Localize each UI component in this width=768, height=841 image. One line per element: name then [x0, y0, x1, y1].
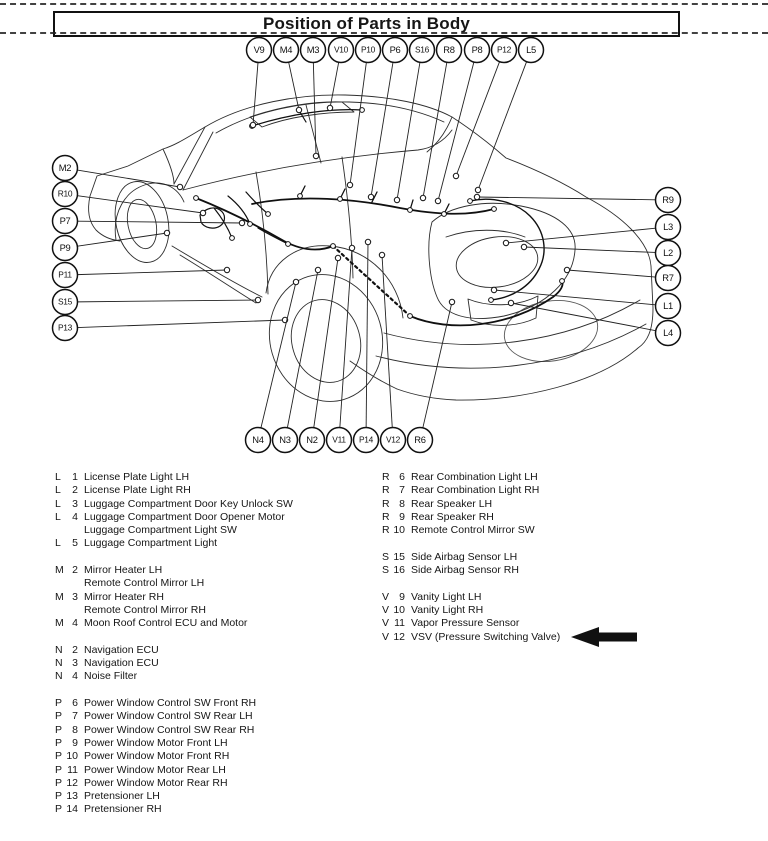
part-code-number: 3	[72, 590, 78, 603]
part-code-letter: P	[55, 763, 63, 776]
part-code-number: 6	[399, 471, 405, 483]
part-code-letter: M	[55, 564, 64, 577]
legend-row	[55, 498, 293, 511]
part-name: License Plate Light RH	[84, 484, 191, 497]
part-location-marker	[250, 122, 255, 127]
legend-row	[55, 803, 293, 816]
callout-s16	[394, 38, 434, 203]
part-code-number: 11	[394, 617, 405, 630]
part-code-number: 1	[72, 471, 78, 483]
part-location-marker	[177, 184, 182, 189]
legend-column-left	[55, 471, 293, 830]
part-name: Luggage Compartment Door Opener Motor	[84, 510, 285, 523]
legend-row	[382, 604, 639, 617]
legend-row	[55, 537, 293, 550]
part-name: Rear Combination Light LH	[411, 471, 538, 483]
legend-group	[382, 471, 639, 537]
part-code-number: 5	[72, 537, 78, 550]
part-code-letter: M	[55, 590, 64, 603]
callout-p7	[53, 209, 245, 234]
car-body-art	[89, 95, 653, 415]
part-location-marker	[200, 210, 205, 215]
part-code-letter: R	[382, 497, 390, 510]
part-location-marker	[474, 194, 479, 199]
part-code-letter: L	[55, 497, 61, 510]
callout-label: L1	[663, 299, 673, 311]
part-name: Remote Control Mirror RH	[84, 603, 206, 616]
part-name: Remote Control Mirror LH	[84, 577, 205, 590]
part-code-letter: R	[382, 524, 390, 537]
legend-group	[55, 697, 293, 817]
part-code-number: 14	[66, 803, 78, 816]
part-code-number: 12	[66, 776, 78, 789]
legend-row	[382, 484, 639, 497]
callout-label: P10	[360, 44, 376, 55]
part-name: Rear Combination Light RH	[411, 484, 540, 497]
callout-label: V9	[253, 43, 265, 55]
part-code-number: 3	[72, 657, 78, 670]
part-code-letter: P	[55, 697, 63, 710]
callout-label: L5	[526, 43, 536, 55]
part-code-letter: P	[55, 790, 63, 803]
callout-label: M4	[279, 43, 293, 55]
legend-row	[382, 471, 639, 484]
part-location-marker	[564, 267, 569, 272]
part-code-letter: V	[382, 590, 390, 603]
part-location-marker	[164, 230, 169, 235]
callout-label: L4	[663, 326, 673, 338]
legend-row	[55, 511, 293, 524]
part-code-number: 11	[67, 763, 78, 776]
callout-label: P12	[496, 44, 512, 55]
part-code-number: 8	[72, 723, 78, 736]
legend-row	[55, 617, 293, 630]
part-location-marker	[508, 300, 513, 305]
part-location-marker	[521, 244, 526, 249]
part-code-number: 10	[66, 750, 78, 763]
callout-label: P14	[358, 434, 374, 445]
part-name: Navigation ECU	[84, 643, 159, 656]
part-code-number: 8	[399, 497, 405, 510]
callout-p13	[53, 316, 288, 341]
part-name: Power Window Motor Rear LH	[84, 763, 226, 776]
part-location-marker	[239, 220, 244, 225]
part-location-marker	[368, 194, 373, 199]
legend-row	[55, 484, 293, 497]
callout-label: R7	[662, 271, 674, 283]
part-location-marker	[365, 239, 370, 244]
callout-label: V10	[333, 44, 349, 55]
part-code-number: 6	[72, 697, 78, 710]
part-code-number: 15	[393, 550, 405, 563]
part-code-letter: P	[55, 736, 63, 749]
legend-row	[55, 577, 293, 590]
part-code-letter: N	[55, 670, 63, 683]
callout-label: R9	[662, 193, 674, 205]
part-code-letter: R	[382, 484, 390, 497]
part-code-number: 12	[393, 630, 405, 643]
part-name: Power Window Motor Front RH	[84, 750, 230, 763]
left-arrow-icon	[569, 626, 639, 648]
part-location-marker	[503, 240, 508, 245]
callout-label: R8	[443, 43, 455, 55]
legend-row	[55, 710, 293, 723]
part-name: Power Window Control SW Rear LH	[84, 710, 253, 723]
part-code-number: 9	[399, 590, 405, 603]
callout-p11	[53, 263, 230, 288]
part-location-marker	[335, 255, 340, 260]
part-code-letter: S	[382, 564, 390, 577]
part-location-marker	[315, 267, 320, 272]
part-location-marker	[379, 252, 384, 257]
part-location-marker	[453, 173, 458, 178]
part-code-number: 4	[72, 617, 78, 630]
part-code-letter: V	[382, 617, 390, 630]
legend-row	[382, 524, 639, 537]
part-location-marker	[347, 182, 352, 187]
part-code-number: 2	[72, 564, 78, 577]
callout-p14	[354, 239, 379, 452]
part-name: Luggage Compartment Light	[84, 537, 218, 550]
legend-row	[55, 564, 293, 577]
part-name: Side Airbag Sensor RH	[411, 564, 519, 577]
part-name: Luggage Compartment Door Key Unlock SW	[84, 497, 293, 510]
callout-label: N3	[279, 433, 291, 445]
part-code-number: 9	[72, 736, 78, 749]
part-name: Moon Roof Control ECU and Motor	[84, 617, 248, 630]
callout-s15	[53, 290, 261, 315]
part-code-number: 9	[399, 510, 405, 523]
part-name: Power Window Control SW Rear RH	[84, 723, 255, 736]
legend-row	[55, 697, 293, 710]
part-code-letter: M	[55, 617, 64, 630]
part-name: Luggage Compartment Light SW	[84, 524, 237, 537]
part-code-number: 7	[399, 484, 405, 497]
part-name: Mirror Heater LH	[84, 564, 163, 577]
legend-row	[55, 604, 293, 617]
legend-group	[55, 644, 293, 684]
part-code-letter: S	[382, 550, 390, 563]
callout-label: N2	[306, 433, 318, 445]
part-name: Vapor Pressure Sensor	[411, 617, 520, 630]
callout-label: L2	[663, 246, 673, 258]
page-title: Position of Parts in Body	[262, 14, 471, 33]
part-name: Rear Speaker LH	[411, 497, 493, 510]
part-name: Power Window Motor Rear RH	[84, 776, 228, 789]
legend-row	[55, 471, 293, 484]
callout-label: R10	[57, 188, 73, 199]
part-name: Power Window Control SW Front RH	[84, 697, 257, 710]
part-code-letter: L	[55, 510, 61, 523]
part-code-letter: P	[55, 803, 63, 816]
callout-label: M3	[306, 43, 320, 55]
legend-row	[55, 750, 293, 763]
part-code-letter: L	[55, 537, 61, 550]
callout-v12	[379, 252, 405, 452]
callout-label: P9	[59, 241, 71, 253]
legend-group	[55, 564, 293, 630]
callout-label: S16	[414, 44, 430, 55]
part-name: Pretensioner RH	[84, 803, 162, 816]
part-code-letter: P	[55, 776, 63, 789]
legend-row	[382, 631, 639, 644]
part-code-letter: P	[55, 723, 63, 736]
part-code-number: 16	[393, 564, 405, 577]
callout-label: V12	[385, 434, 401, 445]
callout-p6	[368, 38, 407, 200]
callout-v11	[327, 245, 355, 452]
callout-label: L3	[663, 220, 673, 232]
part-location-marker	[255, 297, 260, 302]
legend-row	[382, 591, 639, 604]
part-code-number: 4	[72, 510, 78, 523]
wiring-harness-art	[196, 110, 563, 326]
legend-row	[382, 551, 639, 564]
part-name: VSV (Pressure Switching Valve)	[411, 630, 561, 643]
legend-row	[55, 764, 293, 777]
part-code-letter: L	[55, 484, 61, 497]
callout-p10	[347, 38, 380, 188]
part-code-number: 2	[72, 484, 78, 497]
legend-row	[382, 498, 639, 511]
callout-p8	[435, 38, 489, 204]
callout-label: M2	[58, 161, 72, 173]
part-code-number: 4	[72, 670, 78, 683]
part-code-number: 10	[393, 524, 405, 537]
callout-label: N4	[252, 433, 264, 445]
callout-label: P7	[59, 214, 71, 226]
part-name: Pretensioner LH	[84, 790, 160, 803]
part-name: Vanity Light LH	[411, 590, 482, 603]
legend-row	[55, 670, 293, 683]
legend-row	[55, 777, 293, 790]
legend-column-right	[382, 471, 639, 657]
part-name: Rear Speaker RH	[411, 510, 494, 523]
callout-m4	[274, 38, 302, 113]
part-location-marker	[394, 197, 399, 202]
callout-n4	[246, 279, 299, 452]
callout-label: V11	[332, 434, 346, 445]
callout-label: P6	[389, 43, 401, 55]
part-code-letter: R	[382, 510, 390, 523]
part-code-letter: V	[382, 603, 390, 616]
part-location-marker	[293, 279, 298, 284]
part-code-letter: P	[55, 750, 63, 763]
part-location-marker	[327, 105, 332, 110]
callout-label: P8	[471, 43, 483, 55]
part-code-letter: L	[55, 471, 61, 483]
legend-row	[55, 644, 293, 657]
callout-label: P11	[58, 269, 72, 280]
part-name: License Plate Light LH	[84, 471, 190, 483]
part-code-letter: P	[55, 710, 63, 723]
part-name: Power Window Motor Front LH	[84, 736, 228, 749]
callout-n2	[300, 255, 341, 452]
part-code-number: 2	[72, 643, 78, 656]
part-code-number: 13	[66, 790, 78, 803]
legend-row	[55, 657, 293, 670]
part-location-marker	[475, 187, 480, 192]
callout-r7	[564, 266, 680, 291]
legend-row	[55, 790, 293, 803]
part-code-letter: N	[55, 657, 63, 670]
part-code-letter: N	[55, 643, 63, 656]
part-name: Mirror Heater RH	[84, 590, 164, 603]
part-location-marker	[313, 153, 318, 158]
callout-m3	[301, 38, 326, 159]
part-code-letter: R	[382, 471, 390, 483]
part-code-number: 3	[72, 497, 78, 510]
callout-layer	[53, 38, 681, 453]
legend-group	[382, 551, 639, 578]
part-code-letter: V	[382, 630, 390, 643]
part-name: Side Airbag Sensor LH	[411, 550, 518, 563]
part-location-marker	[435, 198, 440, 203]
part-name: Noise Filter	[84, 670, 138, 683]
part-location-marker	[296, 107, 301, 112]
legend-row	[382, 564, 639, 577]
part-location-marker	[224, 267, 229, 272]
callout-label: S15	[57, 296, 73, 307]
callout-label: R6	[414, 433, 426, 445]
part-name: Remote Control Mirror SW	[411, 524, 535, 537]
callout-l3	[503, 215, 680, 246]
legend-row	[55, 591, 293, 604]
part-name: Navigation ECU	[84, 657, 159, 670]
part-code-number: 7	[72, 710, 78, 723]
legend-row	[55, 724, 293, 737]
part-location-marker	[420, 195, 425, 200]
part-location-marker	[349, 245, 354, 250]
part-code-number: 10	[393, 603, 405, 616]
part-location-marker	[449, 299, 454, 304]
part-location-marker	[491, 287, 496, 292]
callout-l2	[521, 241, 680, 266]
legend-row	[382, 511, 639, 524]
legend-row	[55, 524, 293, 537]
callout-label: P13	[57, 322, 73, 333]
legend-row	[55, 737, 293, 750]
part-name: Vanity Light RH	[411, 603, 484, 616]
legend-group	[55, 471, 293, 551]
callout-v10	[327, 38, 353, 111]
legend-group	[382, 591, 639, 644]
